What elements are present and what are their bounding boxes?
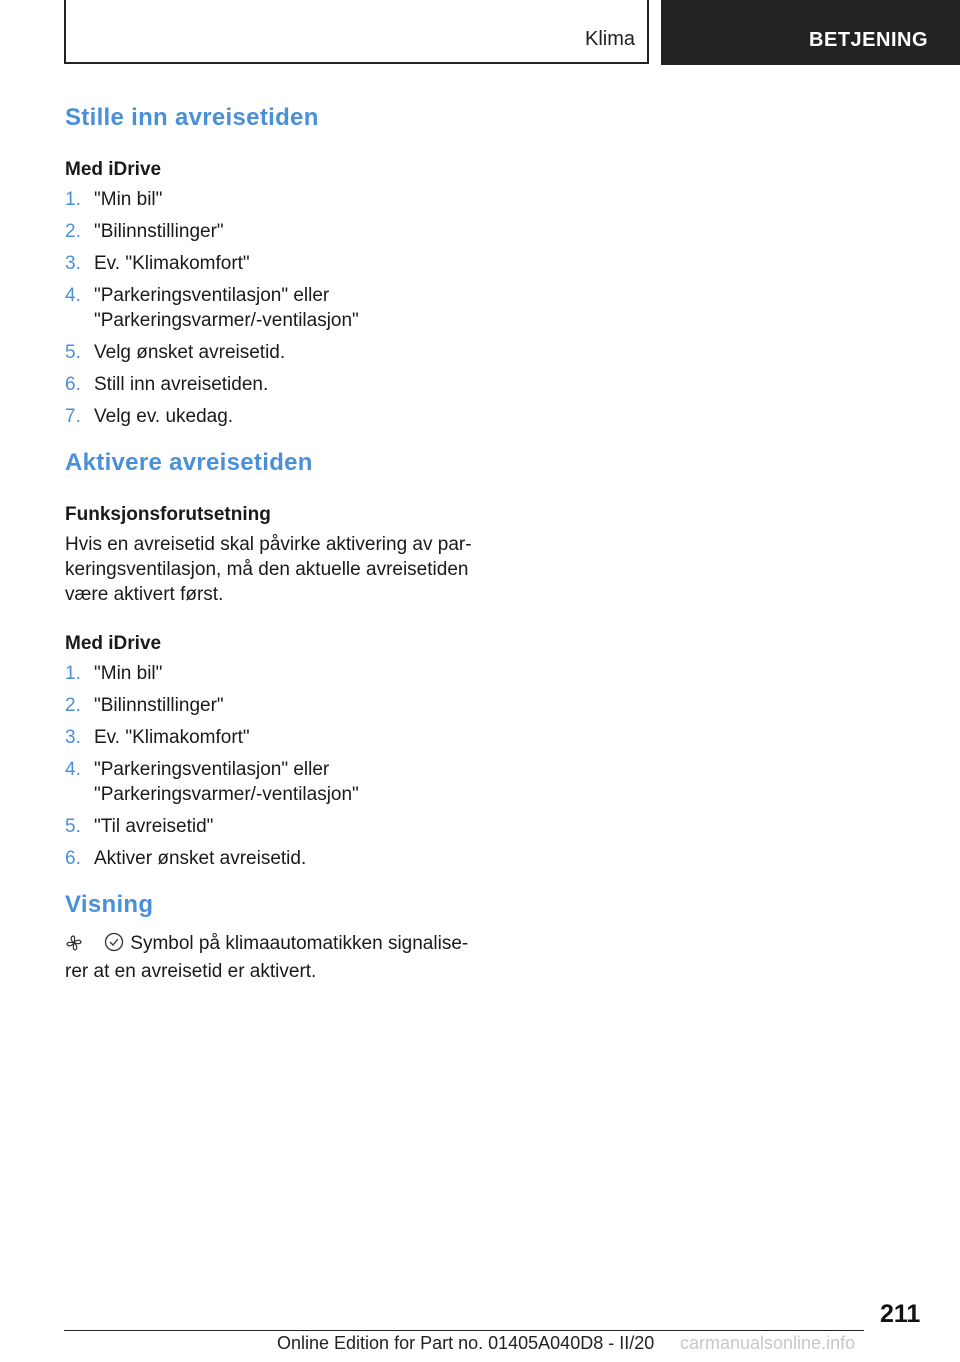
list-item: 6. Still inn avreisetiden. [65, 374, 269, 395]
steps-list-1 [65, 187, 485, 429]
watermark: carmanualsonline.info [680, 1333, 856, 1353]
list-item: 4. "Parkeringsventilasjon" eller "Parkeringsvarmer/-ventilasjon" [65, 285, 359, 331]
list-item: 5. Velg ønsket avreisetid. [65, 342, 286, 363]
list-item: 6. Aktiver ønsket avreisetid. [65, 848, 307, 869]
page-number: 211 [880, 1300, 921, 1328]
header-chapter-box [64, 0, 649, 64]
subheading-med-idrive: Med iDrive [65, 159, 162, 180]
heading-stille-inn: Stille inn avreisetiden [65, 104, 319, 131]
fan-icon [65, 934, 83, 959]
header-section-box [661, 0, 960, 65]
chapter-title: Klima [584, 28, 635, 50]
steps-list-2 [65, 661, 485, 871]
list-item: 1. "Min bil" [65, 663, 163, 684]
section-title: BETJENING [809, 29, 928, 51]
edition-text: Online Edition for Part no. 01405A040D8 - II/20 [277, 1333, 655, 1353]
clock-icon [104, 932, 124, 959]
list-item: 2. "Bilinnstillinger" [65, 695, 224, 716]
visning-paragraph: Symbol på klimaautomatikken signalise- rer at en avreisetid er aktivert. [65, 933, 469, 982]
list-item: 3. Ev. "Klimakomfort" [65, 727, 250, 748]
footer-divider [64, 1330, 864, 1331]
list-item: 7. Velg ev. ukedag. [65, 406, 234, 427]
page-content [65, 100, 485, 984]
subheading-med-idrive-2: Med iDrive [65, 633, 162, 654]
prerequisite-paragraph: Hvis en avreisetid skal påvirke aktivering av par- keringsventilasjon, må den aktuelle avreisetiden være aktivert først. [65, 534, 472, 605]
list-item: 4. "Parkeringsventilasjon" eller "Parkeringsvarmer/-ventilasjon" [65, 759, 359, 805]
list-item: 1. "Min bil" [65, 189, 163, 210]
subheading-funksjonsforutsetning: Funksjonsforutsetning [65, 504, 271, 525]
list-item: 5. "Til avreisetid" [65, 816, 214, 837]
heading-visning: Visning [65, 891, 154, 918]
list-item: 3. Ev. "Klimakomfort" [65, 253, 250, 274]
heading-aktivere: Aktivere avreisetiden [65, 449, 313, 476]
list-item: 2. "Bilinnstillinger" [65, 221, 224, 242]
